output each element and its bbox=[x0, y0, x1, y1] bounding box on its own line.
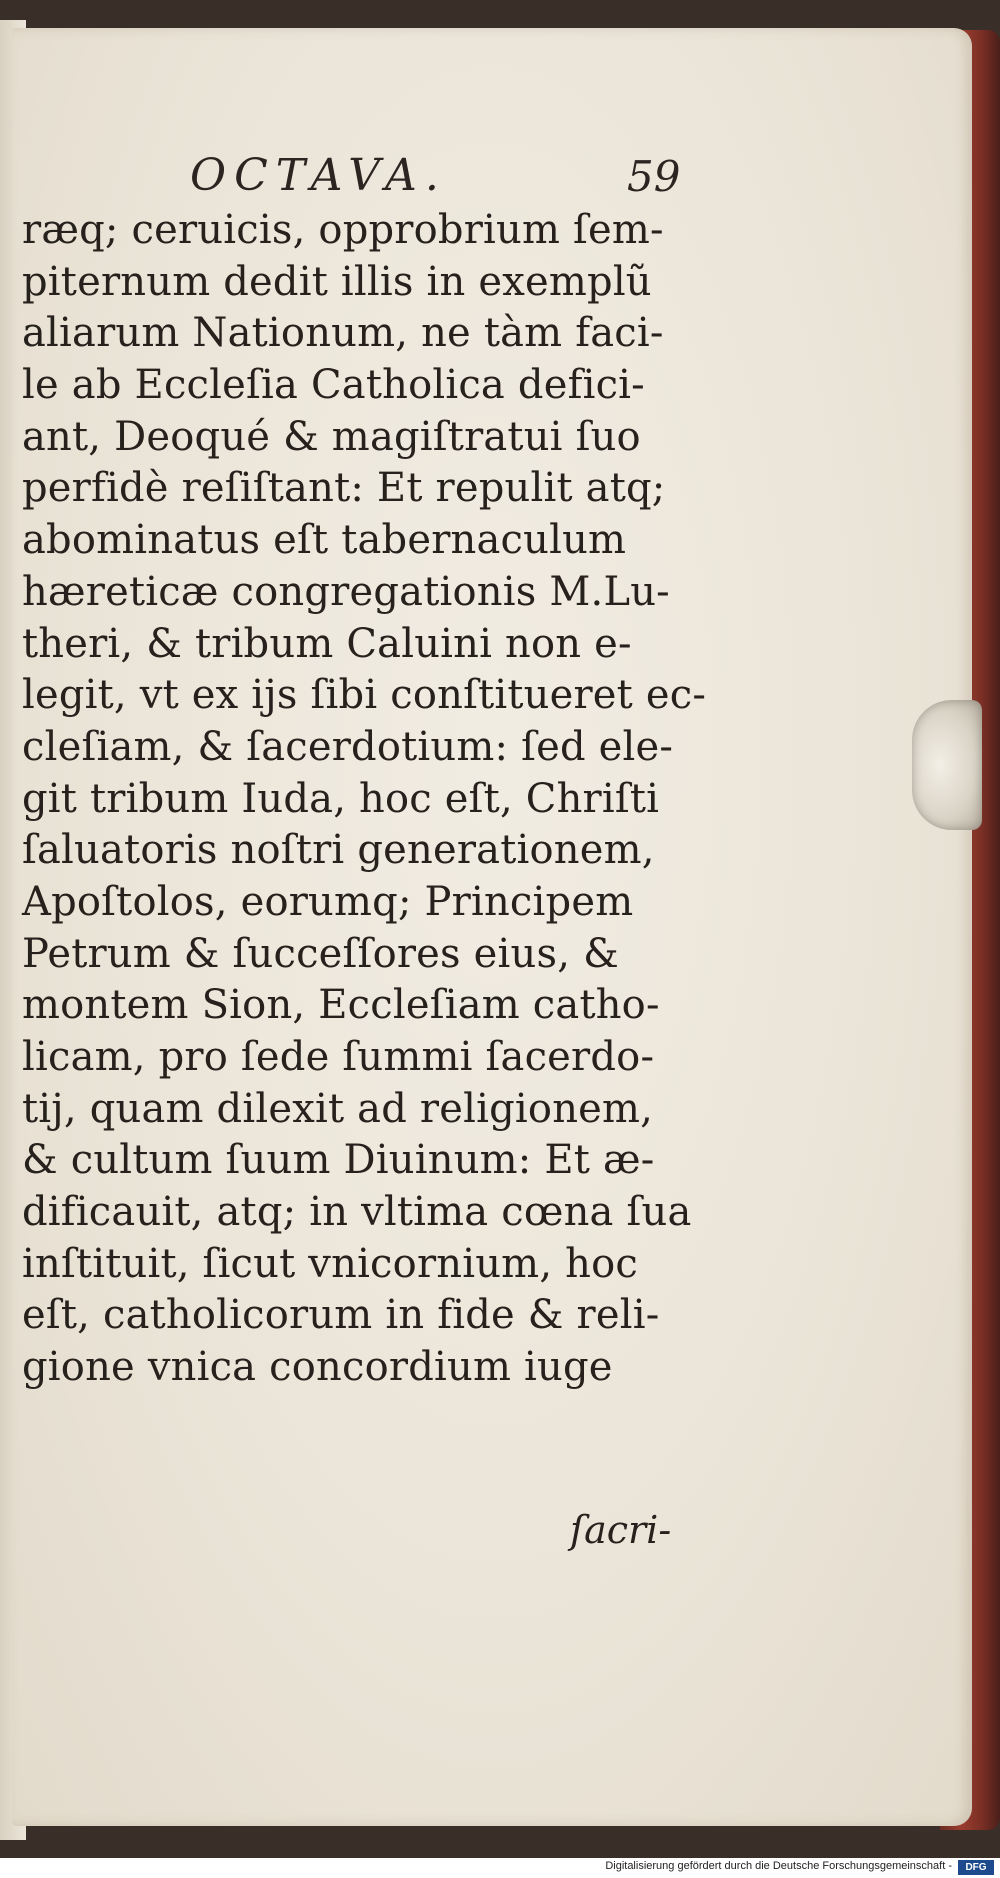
text-line: gione vnica concordium iuge bbox=[22, 1344, 613, 1391]
text-line: hæreticæ congregationis M.Lu- bbox=[22, 568, 670, 615]
dfg-logo: DFG bbox=[958, 1860, 994, 1875]
text-block bbox=[22, 205, 707, 1394]
text-line: legit, vt ex ijs ſibi conſtitueret ec- bbox=[22, 672, 707, 719]
book-clasp bbox=[912, 700, 982, 830]
running-head: OCTAVA. bbox=[190, 150, 447, 201]
text-line: abominatus eſt tabernaculum bbox=[22, 517, 627, 564]
page-number: 59 bbox=[627, 152, 681, 201]
text-line: licam, pro ſede ſummi ſacerdo- bbox=[22, 1034, 655, 1080]
text-line: dificauit, atq; in vltima cœna ſua bbox=[22, 1189, 692, 1236]
funding-credit: Digitalisierung gefördert durch die Deutsche Forschungsgemeinschaft - bbox=[605, 1860, 952, 1872]
text-line: montem Sion, Eccleſiam catho- bbox=[22, 982, 660, 1029]
text-line: cleſiam, & ſacerdotium: ſed ele- bbox=[22, 723, 674, 770]
text-line: le ab Eccleſia Catholica defici- bbox=[22, 362, 645, 409]
text-line: ant, Deoqué & magiſtratui ſuo bbox=[22, 413, 641, 460]
catchword: ſacri- bbox=[570, 1508, 672, 1552]
text-line: inſtituit, ſicut vnicornium, hoc bbox=[22, 1240, 638, 1287]
text-line: ſaluatoris noſtri generationem, bbox=[22, 827, 655, 874]
text-line: ræq; ceruicis, opprobrium ſem- bbox=[22, 207, 664, 253]
text-line: theri, & tribum Caluini non e- bbox=[22, 620, 632, 667]
page-header bbox=[0, 150, 1000, 200]
text-line: tij, quam dilexit ad religionem, bbox=[22, 1085, 654, 1132]
text-line: Petrum & ſucceſſores eius, & bbox=[22, 930, 619, 977]
text-line: Apoſtolos, eorumq; Principem bbox=[22, 878, 634, 925]
text-line: & cultum ſuum Diuinum: Et æ- bbox=[22, 1137, 655, 1184]
text-line: perfidè reſiſtant: Et repulit atq; bbox=[22, 465, 666, 512]
text-line: git tribum Iuda, hoc eſt, Chriſti bbox=[22, 775, 660, 822]
text-line: aliarum Nationum, ne tàm faci- bbox=[22, 310, 664, 357]
text-line: eſt, catholicorum in fide & reli- bbox=[22, 1292, 660, 1339]
text-line: piternum dedit illis in exemplũ bbox=[22, 258, 652, 305]
